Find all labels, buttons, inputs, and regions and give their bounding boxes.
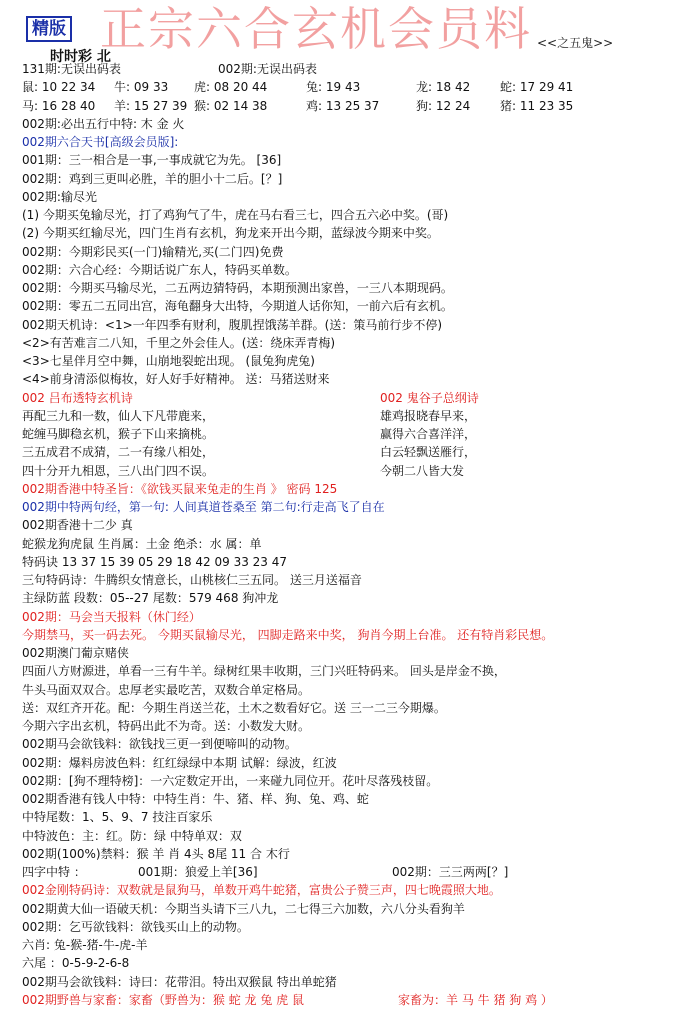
text-line: 特码诀 13 37 15 39 05 29 18 42 09 33 23 47 [22, 554, 288, 569]
text-line: 002期:输尽光 [22, 189, 97, 204]
text-line: 今期禁马，买一码去死。 今期买鼠输尽光， 四脚走路来中奖， 狗肖今期上台准。 还有特肖彩民想。 [22, 627, 554, 642]
four-char-002: 002期：三三两两[？] [392, 865, 509, 879]
text-line: 002期香港中特圣旨：《欲钱买鼠来兔走的生肖 》 密码 125 [22, 481, 338, 496]
table-head-left: 131期:无误出码表 [22, 62, 121, 76]
beasts-row [22, 991, 682, 1009]
beasts-left: 002期野兽与家畜：家畜（野兽为：猴 蛇 龙 兔 虎 鼠 [22, 992, 304, 1007]
poem-row [22, 443, 682, 461]
poem-left-line: 四十分开九相恩，三八出门四不误。 [22, 463, 215, 478]
text-line: 002期：爆料房波色料：红红绿绿中本期 试解：绿波，红波 [22, 755, 337, 770]
poem-row [22, 462, 682, 480]
poem-right-line: 赢得六合喜洋洋， [380, 427, 477, 441]
poem-right-line: 雄鸡报晓春早来， [380, 408, 477, 423]
beasts-right: 家畜为：羊 马 牛 猪 狗 鸡 ） [398, 992, 553, 1007]
text-line: 002期香港有钱人中特：中特生肖：牛、猪、样、狗、兔、鸡、蛇 [22, 792, 369, 806]
text-line: 中特波色：主：红。防：绿 中特单双：双 [22, 828, 242, 843]
four-char-001: 001期：狼爱上羊[36] [138, 865, 258, 879]
text-line: 四面八方财源进，单看一三有牛羊。绿树红果丰收期，三门兴旺特码来。 回头是岸金不换， [22, 664, 506, 679]
edition-badge: 精版 [26, 16, 72, 42]
zodiac-cell: 鸡: 13 25 37 [306, 98, 380, 113]
text-line: 002期：马会当天报料（休门经） [22, 609, 201, 624]
four-char-label: 四字中特 ： [22, 865, 86, 879]
zodiac-cell: 羊: 15 27 39 [114, 98, 188, 113]
subtitle: 时时彩 北 [50, 49, 111, 65]
text-line: <2>有苦难言二八知，千里之外会佳人。(送：绕床弄青梅) [22, 335, 336, 350]
text-line: 002期马会欲钱料：欲钱找三更一到便啼叫的动物。 [22, 737, 297, 752]
text-line: 002期:必出五行中特: 木 金 火 [22, 116, 185, 131]
poem-right-title: 002 鬼谷子总纲诗 [380, 390, 479, 405]
text-line: 002期：鸡到三更叫必胜，羊的胆小十二后。[？] [22, 171, 283, 186]
text-line: <3>七星伴月空中舞，山崩地裂蛇出现。 (鼠兔狗虎兔) [22, 354, 315, 368]
zodiac-cell: 鼠: 10 22 34 [22, 80, 96, 95]
four-char-row [22, 863, 682, 881]
zodiac-table-head [22, 60, 682, 78]
zodiac-cell: 蛇: 17 29 41 [500, 80, 574, 95]
poem-row [22, 407, 682, 425]
zodiac-cell: 猪: 11 23 35 [500, 98, 574, 113]
zodiac-cell: 龙: 18 42 [416, 80, 471, 95]
text-line: 002期：零五二五同出宫，海龟翻身大出特，今期道人话你知，一前六后有玄机。 [22, 299, 453, 314]
text-line: 002期中特两句经，第一句: 人间真道苍桑至 第二句:行走高飞了自在 [22, 500, 385, 514]
zodiac-cell: 狗: 12 24 [416, 98, 471, 113]
table-head-right: 002期:无误出码表 [218, 62, 317, 76]
zodiac-cell: 马: 16 28 40 [22, 98, 96, 113]
text-line: 三句特码诗：牛腾织女情意长，山桃核仁三五同。 送三月送福音 [22, 573, 362, 587]
poem-row [22, 425, 682, 443]
text-line: 002期：六合心经：今期话说广东人，特码买单数。 [22, 262, 297, 277]
content [22, 60, 682, 1009]
text-line: 蛇猴龙狗虎鼠 生肖属：土金 绝杀：水 属：单 [22, 536, 262, 551]
text-line: 今期六字出玄机，特码出此不为奇。送：小数发大财。 [22, 719, 311, 733]
poem-left-title: 002 吕布透特玄机诗 [22, 390, 133, 405]
poem-left-line: 再配三九和一数，仙人下凡带鹿来， [22, 408, 215, 423]
poem-right-line: 今朝二八皆大发 [380, 463, 465, 478]
text-line: 002期：乞丐欲钱料：欲钱买山上的动物。 [22, 919, 249, 934]
text-line: 六尾 ：0-5-9-2-6-8 [22, 956, 130, 971]
zodiac-row [22, 78, 682, 96]
poem-left-line: 蛇缠马脚稳玄机，猴子下山来摘桃。 [22, 427, 215, 441]
zodiac-cell: 虎: 08 20 44 [194, 80, 268, 95]
zodiac-cell: 猴: 02 14 38 [194, 98, 268, 113]
text-line: (1) 今期买兔输尽光，打了鸡狗气了牛，虎在马右看三七，四合五六必中奖。(哥) [22, 208, 449, 222]
poem-block [22, 389, 682, 480]
text-line: 002期澳门葡京赌侠 [22, 646, 129, 660]
text-line: 送：双红齐开花。配：今期生肖送兰花，土木之数看好它。送 三一二三今期爆。 [22, 700, 446, 715]
text-line: 002期香港十二少 真 [22, 518, 133, 533]
zodiac-row [22, 97, 682, 115]
text-line: 002期天机诗：<1>一年四季有财利，腹肌捏饿荡羊群。(送：策马前行步不停) [22, 317, 443, 332]
text-line: 中特尾数：1、5、9、7 技注百家乐 [22, 810, 213, 825]
poem-titles [22, 389, 682, 407]
zodiac-cell: 牛: 09 33 [114, 80, 169, 95]
text-line: (2) 今期买红输尽光，四门生肖有玄机，狗龙来开出今期，蓝绿波今期来中奖。 [22, 226, 439, 241]
page-title: 正宗六合玄机会员料 [100, 2, 532, 56]
text-line: 002期：[狗不理特榜]：一六定数定开出，一来碰九同位开。花叶尽落残枝留。 [22, 773, 439, 788]
text-line: <4>前身清添似梅妆，好人好手好精神。 送：马猪送财来 [22, 372, 330, 387]
section-heading: 002期六合天书[高级会员版]: [22, 135, 179, 149]
text-line: 002期：今期彩民买(一门)输精光,买(二门四)免费 [22, 244, 284, 259]
poem-right-line: 白云轻飘送雁行， [380, 445, 477, 460]
text-line: 002期(100%)禁料：猴 羊 肖 4头 8尾 11 合 木行 [22, 846, 290, 861]
text-line: 001期：三一相合是一事,一事成就它为先。 [36] [22, 153, 282, 168]
poem-left-line: 三五成君不成猜，二一有缘八相处， [22, 445, 215, 460]
text-line: 牛头马面双双合。忠厚老实最吃苦，双数合单定格局。 [22, 682, 311, 697]
text-line: 002期：今期买马输尽光，二五两边猜特码，本期预测出家兽，一三八本期现码。 [22, 281, 453, 295]
text-line: 主绿防蓝 段数：05--27 尾数：579 468 狗冲龙 [22, 591, 279, 606]
text-line: 六肖: 兔-猴-猪-牛-虎-羊 [22, 938, 148, 952]
zodiac-cell: 兔: 19 43 [306, 80, 361, 95]
tagline: <<之五鬼>> [537, 36, 614, 50]
text-line: 002期马会欲钱料：诗曰：花带泪。特出双猴鼠 特出单蛇猪 [22, 974, 337, 989]
text-line: 002期黄大仙一语破天机：今期当头请下三八九，二七得三六加数，六八分头看狗羊 [22, 901, 465, 916]
header [0, 0, 690, 65]
text-line: 002金刚特码诗：双数就是鼠狗马，单数开鸡牛蛇猪，富贵公子赞三声，四七晚霞照大地。 [22, 883, 501, 898]
